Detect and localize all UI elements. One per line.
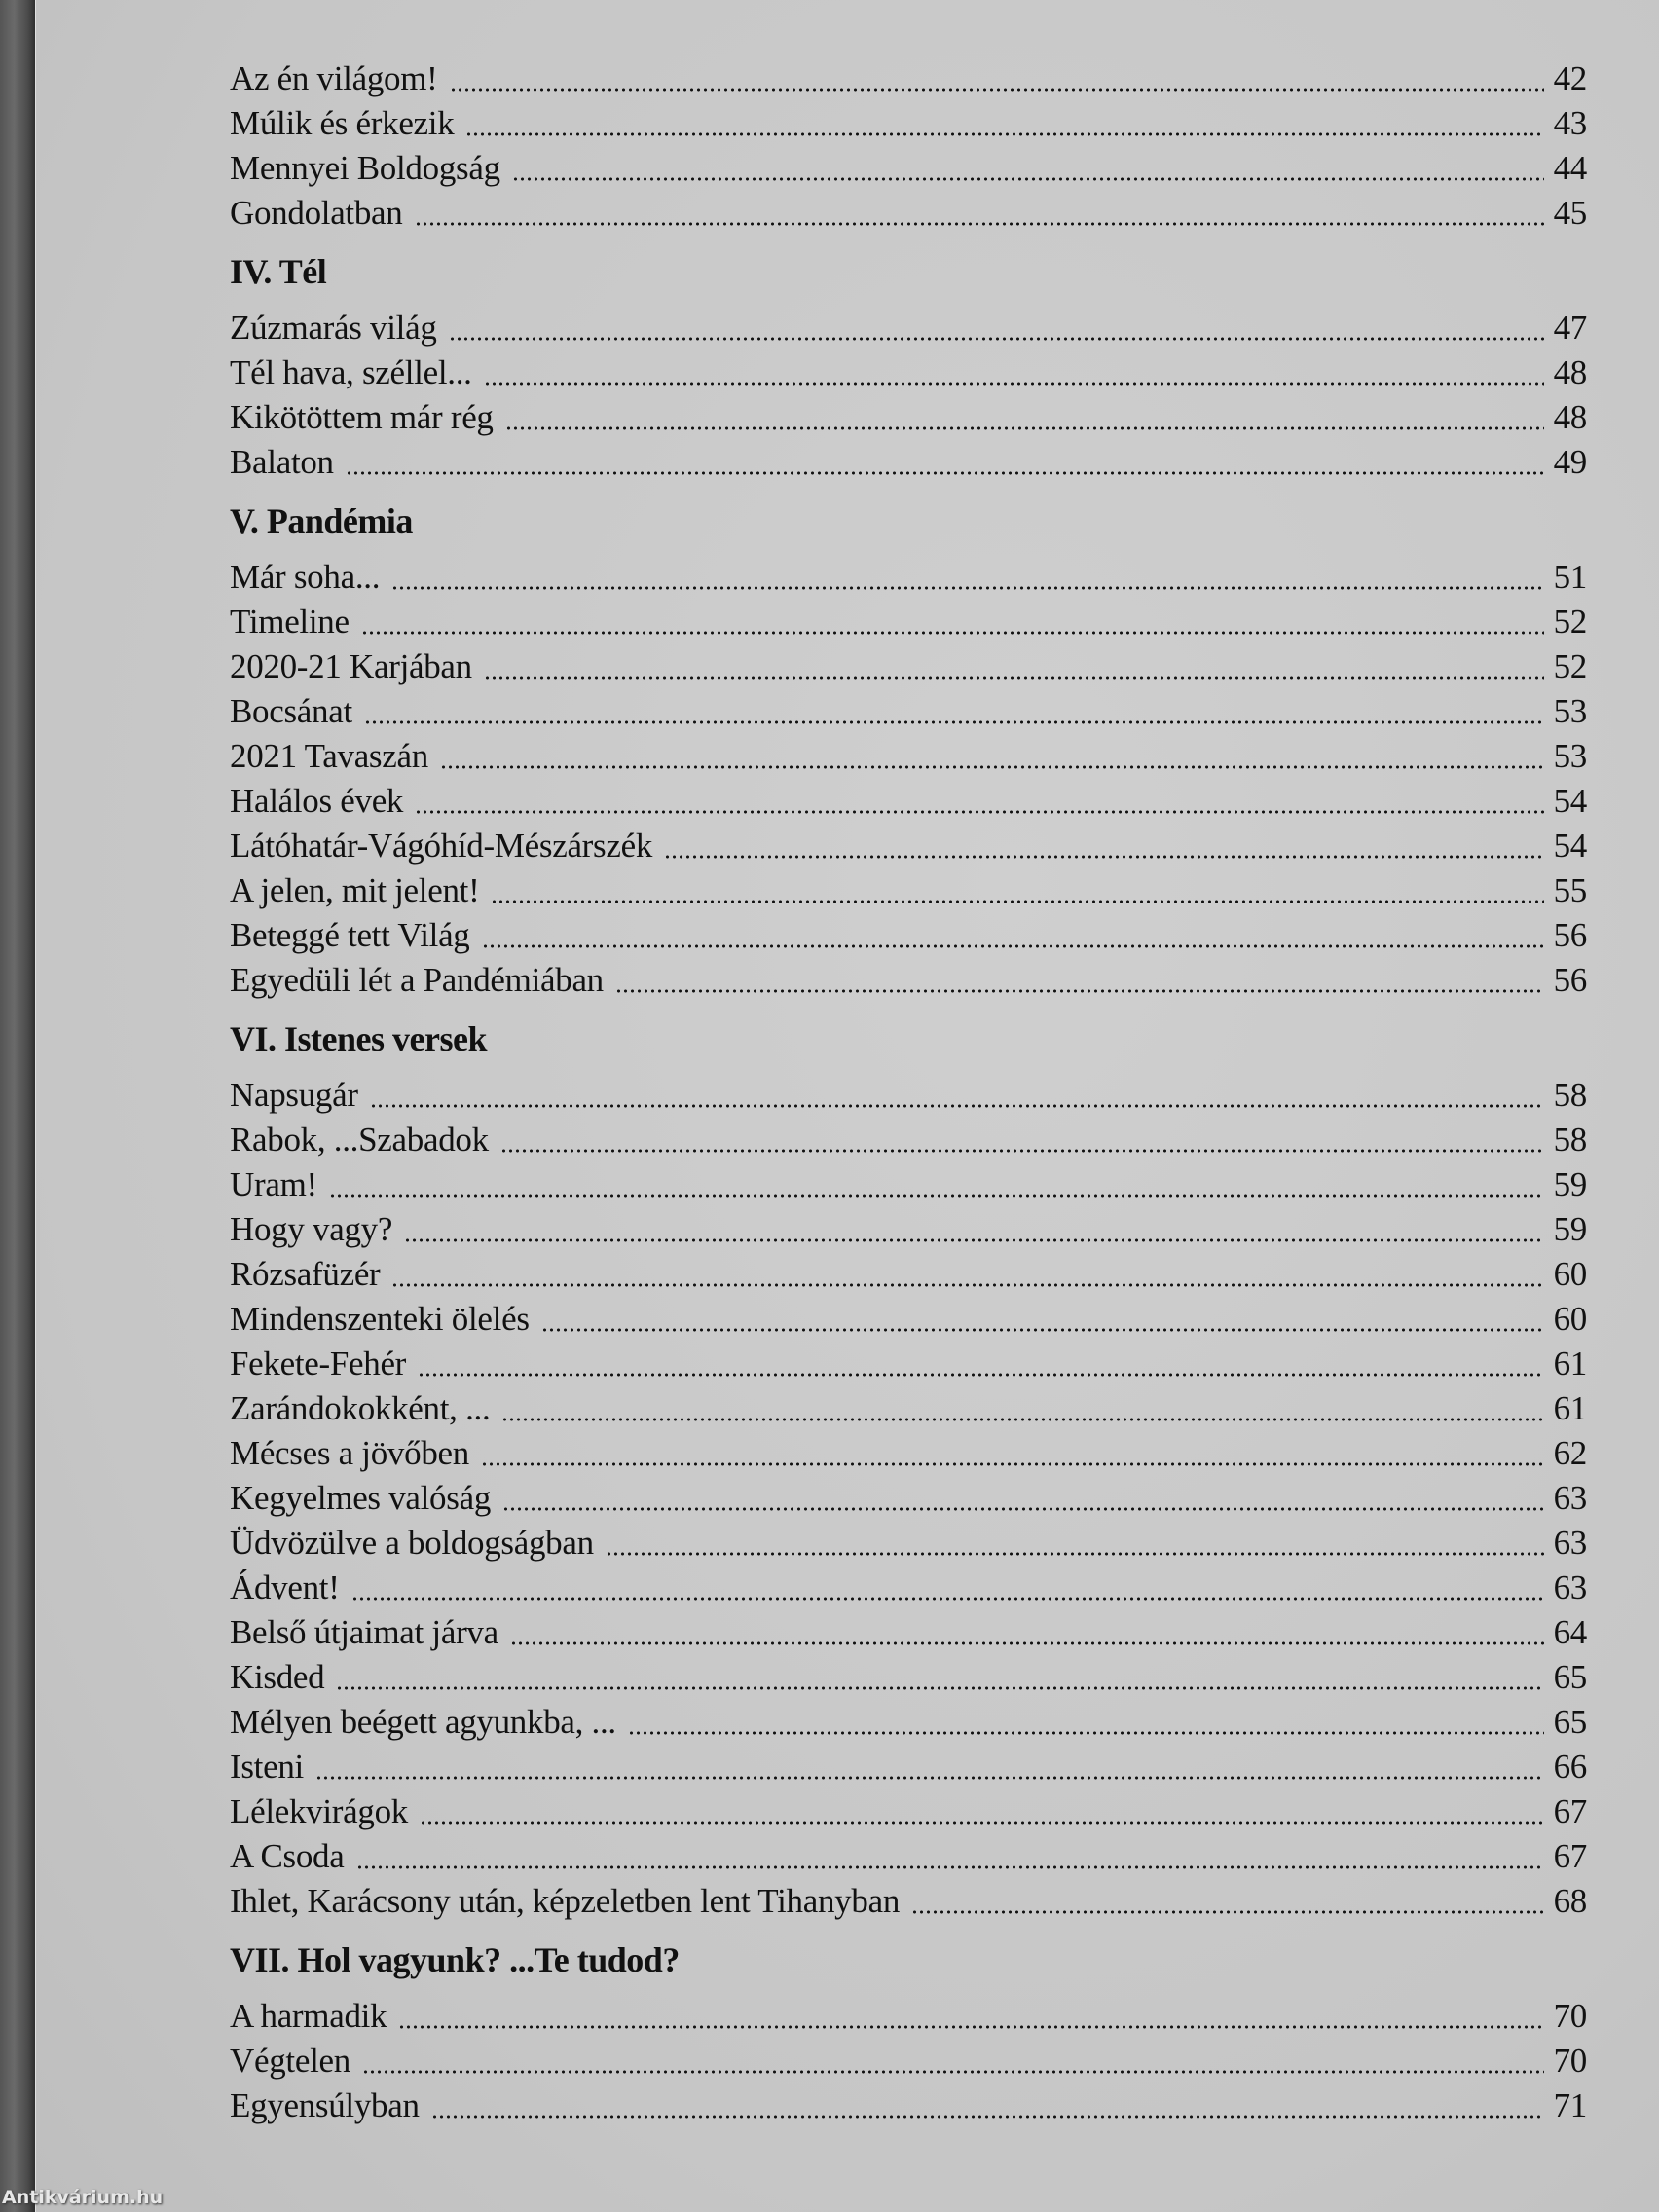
entry-title: 2021 Tavaszán <box>230 737 428 775</box>
dot-leader <box>364 720 1544 724</box>
dot-leader <box>361 631 1544 635</box>
entry-title: Mindenszenteki ölelés <box>230 1300 530 1338</box>
dot-leader <box>450 88 1544 92</box>
entry-title: Üdvözülve a boldogságban <box>230 1524 594 1562</box>
toc-entry <box>230 101 1587 146</box>
entry-page-number: 61 <box>1553 1345 1587 1382</box>
toc-entry <box>230 1342 1587 1386</box>
entry-title: Egyensúlyban <box>230 2086 420 2124</box>
toc-entry <box>230 958 1587 1003</box>
entry-page-number: 60 <box>1553 1300 1587 1338</box>
toc-section <box>230 1937 1587 2128</box>
dot-leader <box>315 1776 1544 1780</box>
toc-entry <box>230 913 1587 958</box>
entry-title: Végtelen <box>230 2042 350 2080</box>
entry-title: Mélyen beégett agyunkba, ... <box>230 1703 616 1741</box>
entry-page-number: 54 <box>1553 782 1587 820</box>
dot-leader <box>482 944 1544 948</box>
entry-title: Kikötöttem már rég <box>230 398 494 436</box>
entry-title: Rózsafüzér <box>230 1255 381 1293</box>
entry-title: Rabok, ...Szabadok <box>230 1121 489 1159</box>
dot-leader <box>449 337 1544 341</box>
entry-title: Egyedüli lét a Pandémiában <box>230 961 604 999</box>
entry-page-number: 70 <box>1553 2042 1587 2080</box>
entry-page-number: 51 <box>1553 558 1587 596</box>
entry-title: Mécses a jövőben <box>230 1434 469 1472</box>
dot-leader <box>336 1686 1544 1690</box>
entry-page-number: 67 <box>1553 1792 1587 1830</box>
entry-page-number: 52 <box>1553 647 1587 685</box>
toc-entry <box>230 689 1587 734</box>
dot-leader <box>664 855 1544 859</box>
entry-page-number: 53 <box>1553 737 1587 775</box>
entry-title: A Csoda <box>230 1837 345 1875</box>
entry-page-number: 54 <box>1553 827 1587 865</box>
entry-page-number: 58 <box>1553 1076 1587 1114</box>
dot-leader <box>512 177 1544 181</box>
entry-title: Fekete-Fehér <box>230 1345 407 1382</box>
toc-section-continued <box>230 56 1587 236</box>
toc-entry <box>230 1073 1587 1118</box>
entry-title: Mennyei Boldogság <box>230 149 500 187</box>
dot-leader <box>415 222 1545 226</box>
entry-page-number: 71 <box>1553 2086 1587 2124</box>
entry-page-number: 59 <box>1553 1165 1587 1203</box>
entry-page-number: 64 <box>1553 1613 1587 1651</box>
toc-entry <box>230 440 1587 485</box>
entry-page-number: 52 <box>1553 603 1587 641</box>
table-of-contents <box>230 56 1587 2128</box>
dot-leader <box>628 1731 1544 1735</box>
entry-title: Bocsánat <box>230 692 352 730</box>
watermark: Antikvárium.hu <box>2 2187 164 2208</box>
toc-entry <box>230 306 1587 350</box>
toc-entry <box>230 1386 1587 1431</box>
toc-entry <box>230 1566 1587 1610</box>
section-heading: VII. Hol vagyunk? ...Te tudod? <box>230 1940 680 1979</box>
toc-section <box>230 1016 1587 1924</box>
entry-page-number: 60 <box>1553 1255 1587 1293</box>
book-binding <box>0 0 35 2212</box>
dot-leader <box>351 1597 1544 1601</box>
dot-leader <box>440 765 1544 769</box>
dot-leader <box>465 132 1544 136</box>
entry-page-number: 59 <box>1553 1210 1587 1248</box>
entry-page-number: 61 <box>1553 1389 1587 1427</box>
toc-entry <box>230 1879 1587 1924</box>
dot-leader <box>501 1418 1544 1421</box>
entry-title: 2020-21 Karjában <box>230 647 472 685</box>
toc-entry <box>230 350 1587 395</box>
entry-page-number: 70 <box>1553 1997 1587 2035</box>
dot-leader <box>615 989 1544 993</box>
dot-leader <box>484 676 1544 680</box>
toc-section <box>230 498 1587 1003</box>
dot-leader <box>398 2025 1544 2029</box>
entry-page-number: 65 <box>1553 1703 1587 1741</box>
entry-title: Tél hava, széllel... <box>230 353 472 391</box>
toc-entry <box>230 1834 1587 1879</box>
entry-title: Balaton <box>230 443 334 481</box>
toc-entry <box>230 1297 1587 1342</box>
entry-page-number: 68 <box>1553 1882 1587 1920</box>
entry-page-number: 56 <box>1553 916 1587 954</box>
entry-title: Kisded <box>230 1658 325 1696</box>
entry-title: Már soha... <box>230 558 381 596</box>
section-heading: V. Pandémia <box>230 501 413 540</box>
dot-leader <box>356 1865 1545 1869</box>
dot-leader <box>415 810 1544 814</box>
entry-title: Ihlet, Karácsony után, képzeletben lent Tihanyban <box>230 1882 901 1920</box>
toc-entry <box>230 1700 1587 1745</box>
dot-leader <box>481 1462 1544 1466</box>
dot-leader <box>500 1149 1544 1153</box>
toc-entry <box>230 146 1587 191</box>
dot-leader <box>484 382 1544 386</box>
dot-leader <box>404 1238 1544 1242</box>
entry-title: Napsugár <box>230 1076 358 1114</box>
toc-entry <box>230 2083 1587 2128</box>
entry-page-number: 63 <box>1553 1479 1587 1517</box>
entry-page-number: 45 <box>1553 194 1587 232</box>
toc-entry <box>230 555 1587 600</box>
entry-title: Zúzmarás világ <box>230 309 437 347</box>
entry-title: A harmadik <box>230 1997 387 2035</box>
entry-page-number: 56 <box>1553 961 1587 999</box>
toc-entry <box>230 824 1587 868</box>
toc-entry <box>230 1476 1587 1521</box>
entry-page-number: 62 <box>1553 1434 1587 1472</box>
entry-page-number: 44 <box>1553 149 1587 187</box>
entry-title: Látóhatár-Vágóhíd-Mészárszék <box>230 827 653 865</box>
entry-page-number: 66 <box>1553 1748 1587 1786</box>
toc-entry <box>230 1745 1587 1789</box>
dot-leader <box>391 586 1544 590</box>
entry-title: Isteni <box>230 1748 304 1786</box>
toc-entry <box>230 1655 1587 1700</box>
toc-entry <box>230 868 1587 913</box>
entry-page-number: 43 <box>1553 104 1587 142</box>
dot-leader <box>502 1507 1544 1511</box>
toc-entry <box>230 779 1587 824</box>
dot-leader <box>362 2070 1544 2074</box>
dot-leader <box>418 1373 1544 1377</box>
dot-leader <box>329 1194 1544 1198</box>
entry-title: Az én világom! <box>230 59 438 97</box>
toc-entry <box>230 1610 1587 1655</box>
entry-title: Beteggé tett Világ <box>230 916 470 954</box>
toc-entry <box>230 1162 1587 1207</box>
dot-leader <box>541 1328 1544 1332</box>
dot-leader <box>346 471 1544 475</box>
entry-page-number: 63 <box>1553 1524 1587 1562</box>
entry-title: Belső útjaimat járva <box>230 1613 498 1651</box>
entry-title: A jelen, mit jelent! <box>230 871 480 909</box>
entry-page-number: 55 <box>1553 871 1587 909</box>
entry-title: Halálos évek <box>230 782 404 820</box>
entry-page-number: 48 <box>1553 353 1587 391</box>
toc-entry <box>230 1207 1587 1252</box>
entry-page-number: 63 <box>1553 1568 1587 1606</box>
dot-leader <box>510 1641 1544 1645</box>
entry-page-number: 65 <box>1553 1658 1587 1696</box>
dot-leader <box>911 1910 1544 1914</box>
entry-page-number: 49 <box>1553 443 1587 481</box>
toc-entry <box>230 1118 1587 1162</box>
dot-leader <box>420 1821 1544 1825</box>
section-heading: VI. Istenes versek <box>230 1019 487 1058</box>
toc-entry <box>230 1252 1587 1297</box>
dot-leader <box>505 426 1544 430</box>
entry-title: Ádvent! <box>230 1568 340 1606</box>
toc-entry <box>230 1521 1587 1566</box>
toc-entry <box>230 1431 1587 1476</box>
entry-page-number: 67 <box>1553 1837 1587 1875</box>
entry-page-number: 48 <box>1553 398 1587 436</box>
entry-title: Gondolatban <box>230 194 403 232</box>
entry-page-number: 47 <box>1553 309 1587 347</box>
entry-title: Lélekvirágok <box>230 1792 408 1830</box>
entry-title: Timeline <box>230 603 350 641</box>
section-heading: IV. Tél <box>230 252 327 291</box>
dot-leader <box>606 1552 1544 1556</box>
toc-entry <box>230 600 1587 645</box>
dot-leader <box>431 2115 1544 2119</box>
toc-entry <box>230 734 1587 779</box>
toc-entry <box>230 645 1587 689</box>
entry-title: Uram! <box>230 1165 317 1203</box>
entry-title: Zarándokokként, ... <box>230 1389 491 1427</box>
toc-entry <box>230 2039 1587 2083</box>
entry-page-number: 58 <box>1553 1121 1587 1159</box>
toc-section <box>230 249 1587 485</box>
dot-leader <box>370 1104 1544 1108</box>
entry-title: Kegyelmes valóság <box>230 1479 492 1517</box>
toc-entry <box>230 56 1587 101</box>
entry-title: Hogy vagy? <box>230 1210 393 1248</box>
toc-entry <box>230 1994 1587 2039</box>
dot-leader <box>491 900 1544 903</box>
entry-page-number: 53 <box>1553 692 1587 730</box>
entry-page-number: 42 <box>1553 59 1587 97</box>
dot-leader <box>391 1283 1544 1287</box>
toc-entry <box>230 1789 1587 1834</box>
toc-entry <box>230 395 1587 440</box>
toc-entry <box>230 191 1587 236</box>
entry-title: Múlik és érkezik <box>230 104 455 142</box>
